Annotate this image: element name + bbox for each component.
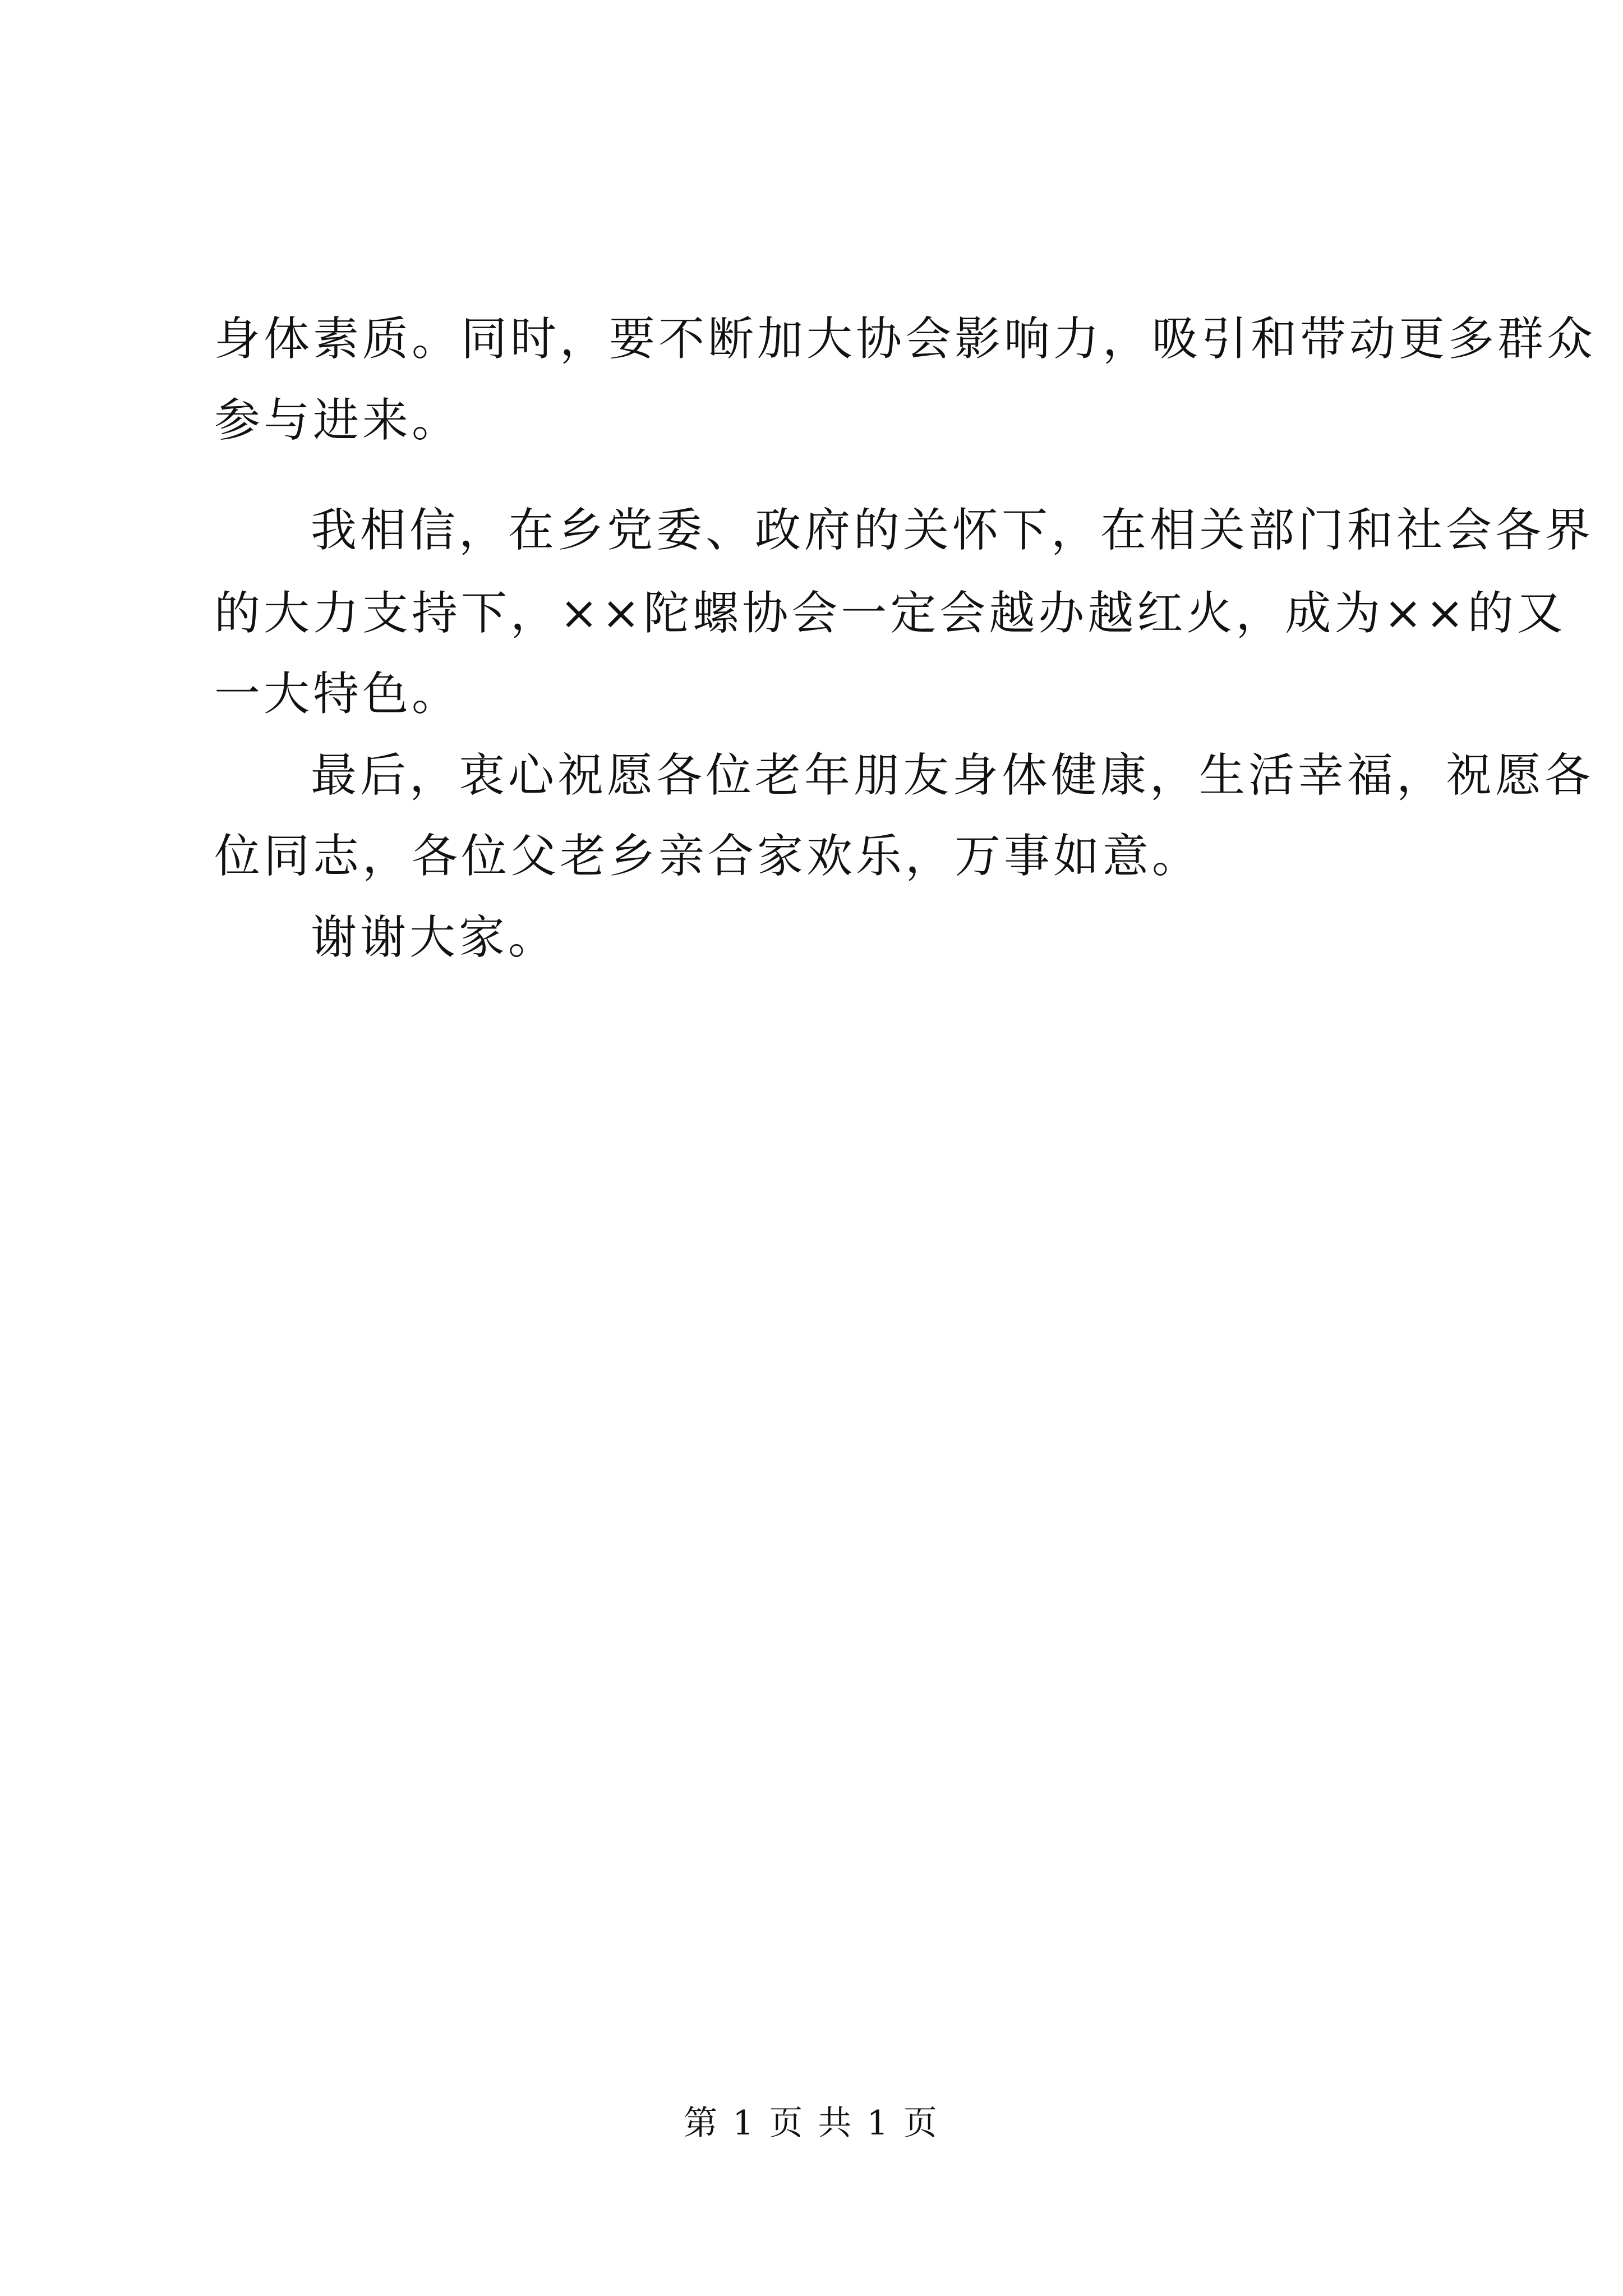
paragraph-line-7: 位同志，各位父老乡亲合家欢乐，万事如意。 (214, 830, 1202, 883)
paragraph-line-5: 一大特色。 (214, 668, 462, 721)
paragraph-line-2: 参与进来。 (214, 394, 462, 447)
paragraph-line-6: 最后，衷心祝愿各位老年朋友身体健康，生活幸福，祝愿各 (311, 749, 1594, 802)
paragraph-line-8: 谢谢大家。 (311, 911, 558, 964)
page-footer: 第 1 页 共 1 页 (684, 2104, 939, 2143)
paragraph-line-4: 的大力支持下，××陀螺协会一定会越办越红火，成为××的又 (214, 587, 1566, 640)
paragraph-line-1: 身体素质。同时，要不断加大协会影响力，吸引和带动更多群众 (214, 312, 1597, 366)
paragraph-line-3: 我相信，在乡党委、政府的关怀下，在相关部门和社会各界 (311, 504, 1594, 557)
